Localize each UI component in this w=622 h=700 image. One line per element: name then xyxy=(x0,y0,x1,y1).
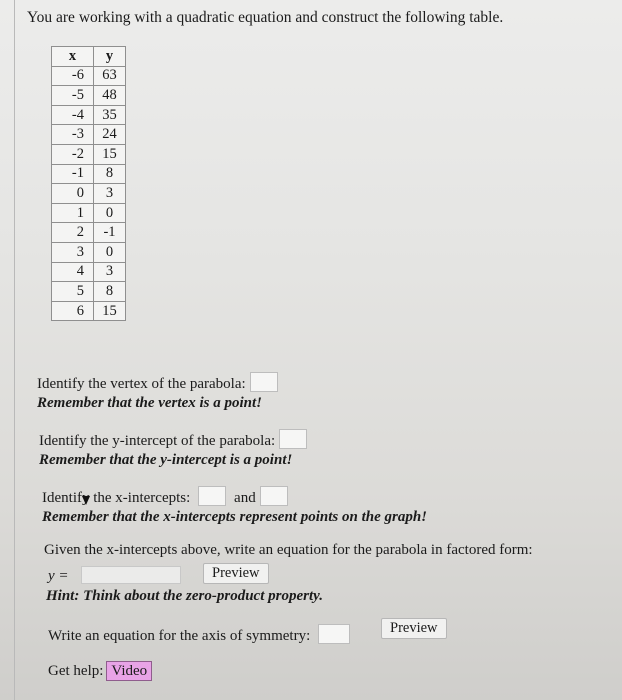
y-cell: 3 xyxy=(94,184,126,204)
y-header: y xyxy=(94,47,126,67)
x-cell: 6 xyxy=(52,301,94,321)
video-link[interactable]: Video xyxy=(106,661,152,681)
axis-question xyxy=(48,624,350,645)
x-cell: -5 xyxy=(52,86,94,106)
get-help-row xyxy=(48,661,152,681)
table-row xyxy=(52,203,126,223)
x-intercept-2-input[interactable] xyxy=(260,486,288,506)
table-row xyxy=(52,105,126,125)
get-help-label: Get help: xyxy=(48,663,104,679)
y-equals-label: y = xyxy=(48,568,69,584)
y-cell: 15 xyxy=(94,301,126,321)
x-cell: -3 xyxy=(52,125,94,145)
zero-product-hint: Hint: Think about the zero-product property. xyxy=(46,588,323,604)
vertex-input[interactable] xyxy=(250,372,278,392)
intro-text: You are working with a quadratic equation and construct the following table. xyxy=(27,9,504,26)
factored-equation-row xyxy=(48,566,181,585)
y-cell: 8 xyxy=(94,164,126,184)
x-intercepts-question xyxy=(42,486,288,507)
axis-label: Write an equation for the axis of symmetry: xyxy=(48,628,311,644)
vertex-hint: Remember that the vertex is a point! xyxy=(37,395,262,411)
table-row xyxy=(52,66,126,86)
y-cell: 8 xyxy=(94,282,126,302)
x-cell: 5 xyxy=(52,282,94,302)
y-cell: 3 xyxy=(94,262,126,282)
table-row xyxy=(52,282,126,302)
y-intercept-input[interactable] xyxy=(279,429,307,449)
x-cell: 2 xyxy=(52,223,94,243)
factored-form-question: Given the x-intercepts above, write an equation for the parabola in factored form: xyxy=(44,542,533,558)
table-row xyxy=(52,164,126,184)
x-cell: 1 xyxy=(52,203,94,223)
table-row xyxy=(52,86,126,106)
x-cell: -2 xyxy=(52,144,94,164)
y-intercept-question xyxy=(39,429,307,450)
table-row xyxy=(52,144,126,164)
y-cell: 24 xyxy=(94,125,126,145)
table-row xyxy=(52,262,126,282)
x-cell: 0 xyxy=(52,184,94,204)
and-text: and xyxy=(234,490,256,506)
x-intercepts-label: Identify the x-intercepts: xyxy=(42,490,191,506)
x-cell: 3 xyxy=(52,242,94,262)
x-cell: -1 xyxy=(52,164,94,184)
xy-table xyxy=(51,46,126,321)
x-cell: 4 xyxy=(52,262,94,282)
x-header: x xyxy=(52,47,94,67)
y-cell: 15 xyxy=(94,144,126,164)
axis-preview-button[interactable]: Preview xyxy=(381,618,447,639)
x-intercepts-hint: Remember that the x-intercepts represent points on the graph! xyxy=(42,509,428,525)
y-cell: 0 xyxy=(94,242,126,262)
vertex-question xyxy=(37,372,278,393)
factored-form-input[interactable] xyxy=(81,566,181,584)
table-row xyxy=(52,301,126,321)
table-row xyxy=(52,125,126,145)
x-cell: -4 xyxy=(52,105,94,125)
y-cell: 35 xyxy=(94,105,126,125)
table-row xyxy=(52,242,126,262)
y-cell: 63 xyxy=(94,66,126,86)
x-cell: -6 xyxy=(52,66,94,86)
question-page xyxy=(14,0,616,700)
table-row xyxy=(52,184,126,204)
vertex-label: Identify the vertex of the parabola: xyxy=(37,376,246,392)
table-header-row xyxy=(52,47,126,67)
x-intercept-1-input[interactable] xyxy=(198,486,226,506)
axis-input[interactable] xyxy=(318,624,350,644)
y-cell: 48 xyxy=(94,86,126,106)
y-cell: 0 xyxy=(94,203,126,223)
y-cell: -1 xyxy=(94,223,126,243)
factored-preview-button[interactable]: Preview xyxy=(203,563,269,584)
table-row xyxy=(52,223,126,243)
mouse-cursor-icon xyxy=(82,496,90,505)
y-intercept-hint: Remember that the y-intercept is a point! xyxy=(39,452,293,468)
y-intercept-label: Identify the y-intercept of the parabola: xyxy=(39,433,276,449)
